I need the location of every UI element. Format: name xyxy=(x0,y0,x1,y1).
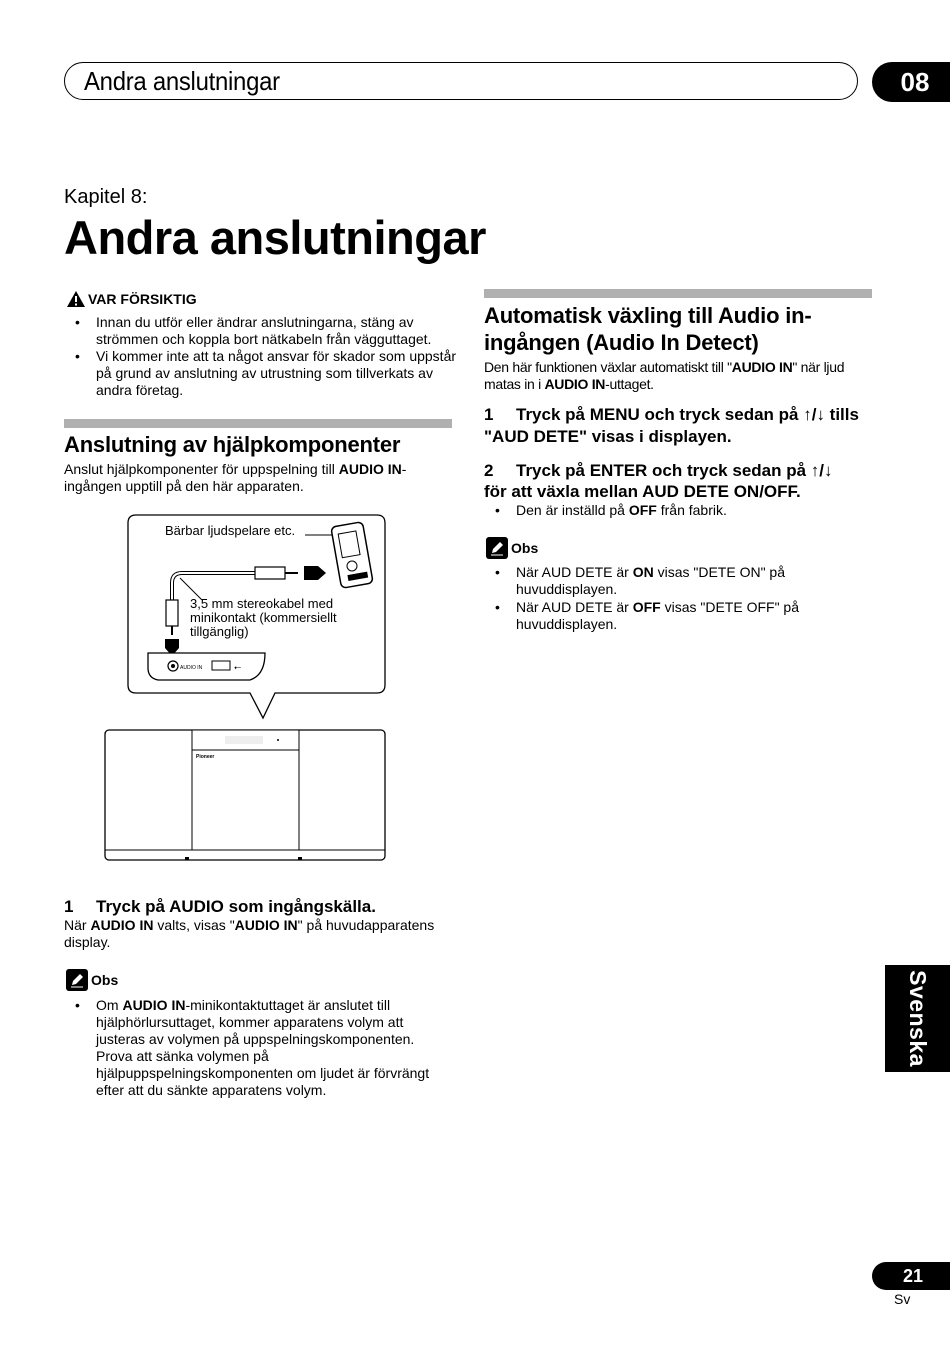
note-bold: OFF xyxy=(632,599,661,615)
note-text: visas "DETE ON" på huvuddisplayen. xyxy=(516,564,786,597)
step-line xyxy=(484,404,884,425)
step-text: Tryck på ENTER och tryck sedan på xyxy=(516,461,811,480)
up-down-arrow-icon: ↑/↓ xyxy=(803,405,825,424)
note-text: visas "DETE OFF" på huvuddisplayen. xyxy=(516,599,800,632)
note-bold: ON xyxy=(632,564,654,580)
note-label: Obs xyxy=(511,540,539,556)
note-pencil-icon xyxy=(486,537,508,559)
left-note-list xyxy=(64,997,454,1099)
note-bold: OFF xyxy=(628,502,657,518)
right-note-list xyxy=(484,564,844,633)
aux-step-1 xyxy=(64,896,376,917)
aux-intro-text: -ingången upptill på den här apparaten. xyxy=(64,461,407,494)
section-divider xyxy=(64,419,452,428)
left-note-heading xyxy=(66,969,118,991)
warning-icon xyxy=(66,290,86,308)
brand-label: Pioneer xyxy=(196,754,215,760)
chapter-title: Andra anslutningar xyxy=(64,211,486,264)
step-line: "AUD DETE" visas i displayen. xyxy=(484,427,732,446)
heading-line: Automatisk växling till Audio in- xyxy=(484,303,812,328)
player-label: Bärbar ljudspelare etc. xyxy=(165,523,296,538)
step-line: för att växla mellan AUD DETE ON/OFF. xyxy=(484,482,801,501)
body-text: " när ljud matas in i xyxy=(484,359,845,392)
usb-icon: ⭠ xyxy=(234,663,242,673)
section-heading-aux: Anslutning av hjälpkomponenter xyxy=(64,432,401,457)
up-down-arrow-icon: ↑/↓ xyxy=(810,461,833,480)
connection-illustration xyxy=(100,510,395,865)
body-text: -uttaget. xyxy=(605,376,654,392)
step-line xyxy=(484,460,884,481)
audio-detect-intro xyxy=(484,359,876,393)
body-text: När xyxy=(64,917,91,933)
step-number: 2 xyxy=(484,461,494,480)
note-text: Om xyxy=(96,997,123,1013)
chapter-number-badge: 08 xyxy=(872,62,950,102)
body-text: valts, visas " xyxy=(153,917,235,933)
page-number: 21 xyxy=(872,1262,950,1290)
step-text: Tryck på AUDIO som ingångskälla. xyxy=(96,897,376,916)
note-text: När AUD DETE är xyxy=(516,599,633,615)
cable-label-line: tillgänglig) xyxy=(190,624,249,639)
port-label: AUDIO IN xyxy=(180,665,203,671)
right-note-heading xyxy=(486,537,538,559)
cable-label-line: 3,5 mm stereokabel med xyxy=(190,596,334,611)
cable-label xyxy=(190,597,337,639)
note-text: Den är inställd på xyxy=(516,502,629,518)
note-bold: AUDIO IN xyxy=(122,997,186,1013)
cable-label-line: minikontakt (kommersiellt xyxy=(190,610,337,625)
caution-item: • Vi kommer inte att ta något ansvar för skador som uppstår på grund av anslutning av utrustning som tillverkats av andra företag. xyxy=(64,348,464,399)
aux-step-1-body xyxy=(64,917,454,951)
note-text: -minikontaktuttaget är anslutet till hjälphörlursuttaget, kommer apparatens volym att justeras av volymen på uppspelningskomponenten. Prova att sänka volymen på hjälpuppspelningskomponenten om ljudet är förvrängt efter att du sänkte apparatens volym. xyxy=(96,997,430,1098)
note-text: När AUD DETE är xyxy=(516,564,633,580)
step-text: Tryck på MENU och tryck sedan på xyxy=(516,405,804,424)
section-heading-audio-detect xyxy=(484,302,874,356)
body-bold: AUDIO IN xyxy=(90,917,154,933)
body-bold: AUDIO IN xyxy=(544,376,606,392)
step-number: 1 xyxy=(484,405,494,424)
note-text: från fabrik. xyxy=(656,502,727,518)
side-tab-text: Svenska xyxy=(905,970,932,1067)
caution-heading xyxy=(66,290,197,308)
caution-heading-text: VAR FÖRSIKTIG xyxy=(88,291,197,307)
note-item xyxy=(484,564,844,598)
note-pencil-icon xyxy=(66,969,88,991)
aux-intro-text: Anslut hjälpkomponenter för uppspelning till xyxy=(64,461,339,477)
caution-list xyxy=(64,314,464,399)
note-item xyxy=(484,599,844,633)
aux-intro xyxy=(64,461,454,495)
note-label: Obs xyxy=(91,972,119,988)
body-text: Den här funktionen växlar automatiskt till " xyxy=(484,359,732,375)
aux-intro-bold: AUDIO IN xyxy=(338,461,402,477)
section-divider xyxy=(484,289,872,298)
audio-detect-step-1 xyxy=(484,404,884,447)
step-number: 1 xyxy=(64,897,74,916)
body-text: " på huvudapparatens display. xyxy=(64,917,435,950)
header-title: Andra anslutningar xyxy=(84,66,280,96)
caution-item: • Innan du utför eller ändrar anslutningarna, stäng av strömmen och koppla bort nätkabeln från vägguttaget. xyxy=(64,314,464,348)
note-item xyxy=(64,997,454,1099)
body-bold: AUDIO IN xyxy=(731,359,793,375)
heading-line: ingången (Audio In Detect) xyxy=(484,330,759,355)
language-side-tab-label xyxy=(885,965,950,1072)
body-bold: AUDIO IN xyxy=(234,917,298,933)
chapter-label: Kapitel 8: xyxy=(64,186,148,208)
audio-detect-step-2 xyxy=(484,460,884,502)
step-2-notes xyxy=(484,502,874,519)
page-language: Sv xyxy=(894,1291,911,1307)
step-text: tills xyxy=(824,405,859,424)
default-note xyxy=(484,502,874,519)
